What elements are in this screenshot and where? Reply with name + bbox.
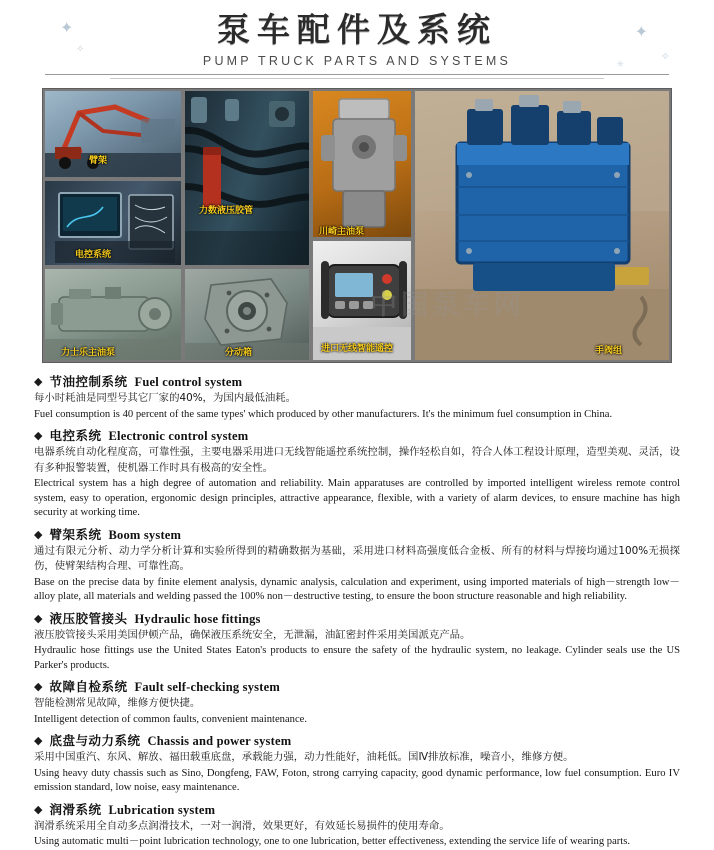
- page-title-en: PUMP TRUCK PARTS AND SYSTEMS: [202, 54, 512, 68]
- photo-wireless-remote: [311, 239, 413, 362]
- photo-caption-valve-group: 手阀组: [595, 346, 623, 356]
- photo-caption-electric-control: 电控系统: [75, 250, 112, 260]
- section-title-cn: 故障自检系统: [49, 679, 128, 694]
- section-hydraulic-hose-fittings: [34, 609, 680, 674]
- section-heading: [34, 731, 680, 749]
- photo-collage: [42, 88, 672, 363]
- section-heading: [34, 677, 680, 695]
- section-title-en: Boom system: [108, 527, 182, 542]
- diamond-bullet-icon: ◆: [34, 802, 43, 816]
- specs-content: [0, 363, 714, 850]
- section-title-en: Hydraulic hose fittings: [134, 611, 261, 626]
- photo-hydraulic-hose: [183, 89, 311, 267]
- photo-caption-rexroth-main-pump: 力士乐主油泵: [61, 348, 116, 358]
- sparkle-icon: ✧: [660, 50, 670, 63]
- section-body-cn: 每小时耗油是同型号其它厂家的40%，为国内最低油耗。: [34, 392, 297, 404]
- header-divider-primary: [45, 74, 669, 75]
- section-body-en: Base on the precise data by finite element analysis, dynamic analysis, calculation and experiment, using imported materials of high－strength low－alloy plate, all materials and welding passed the 100% non－destructive testing, to ensure the boon structure reasonable and high reliability.: [34, 576, 680, 602]
- section-heading: [34, 525, 680, 543]
- section-heading: [34, 426, 680, 444]
- section-chassis-and-power: [34, 731, 680, 796]
- watermark: 中国泵车网: [370, 290, 525, 321]
- photo-rexroth-main-pump: [43, 267, 183, 362]
- section-title-cn: 电控系统: [49, 428, 102, 443]
- section-boom: [34, 525, 680, 605]
- section-fuel-control: [34, 372, 680, 422]
- photo-caption-boom: 臂架: [89, 156, 108, 166]
- section-body-cn: 电器系统自动化程度高，可靠性强，主要电器采用进口无线智能遥控系统控制，操作轻松自如，符合人体工程设计原理，造型美观、灵活，设有多种报警装置，使机器工作时具有极高的安全性。: [34, 446, 680, 474]
- section-body-cn: 智能检测常见故障，维修方便快捷。: [34, 697, 201, 709]
- section-title-en: Lubrication system: [108, 802, 216, 817]
- photo-caption-transfer-case: 分动箱: [225, 348, 253, 358]
- sparkle-icon: ✧: [76, 44, 85, 55]
- photo-caption-hydraulic-hose: 力数液压胶管: [199, 206, 254, 216]
- section-body-en: Using automatic multi－point lubrication technology, one to one lubrication, better effectiveness, extending the service life of wearing parts.: [34, 836, 631, 847]
- section-title-cn: 润滑系统: [49, 801, 102, 817]
- diamond-bullet-icon: ◆: [34, 734, 43, 747]
- photo-caption-kawasaki-main-pump: 川崎主油泵: [319, 227, 365, 237]
- photo-caption-wireless-remote: 进口无线智能遥控: [321, 344, 394, 354]
- section-heading: [34, 609, 680, 627]
- section-body-cn: 采用中国重汽、东风、解放、福田载重底盘，承载能力强，动力性能好，油耗低。国Ⅳ排放标准，噪音小，维修方便。: [34, 751, 574, 763]
- diamond-bullet-icon: ◆: [34, 375, 43, 388]
- section-body-en: Hydraulic hose fittings use the United States Eaton's products to ensure the safety of the hydraulic system, no leakage. Cylinder seals use the US Parker's products.: [34, 645, 680, 671]
- diamond-bullet-icon: ◆: [34, 527, 43, 541]
- photo-electric-control: [43, 179, 183, 267]
- section-title-cn: 液压胶管接头: [49, 610, 128, 626]
- section-body-cn: 润滑系统采用全自动多点润滑技术，一对一润滑，效果更好，有效延长易损件的使用寿命。: [34, 819, 450, 832]
- photo-transfer-case: [183, 267, 311, 362]
- section-title-en: Chassis and power system: [147, 734, 292, 748]
- section-title-en: Fault self-checking system: [134, 680, 280, 694]
- section-heading: [34, 800, 680, 818]
- diamond-bullet-icon: ◆: [34, 611, 43, 625]
- section-title-en: Fuel control system: [134, 375, 243, 389]
- page-header: [0, 0, 714, 88]
- section-body-en: Intelligent detection of common faults, convenient maintenance.: [34, 713, 307, 725]
- section-body-cn: 通过有限元分析、动力学分析计算和实验所得到的精确数据为基础，采用进口材料高强度低合金板、所有的材料与焊接均通过100%无损探伤，使臂架结构合理、可靠性高。: [34, 544, 680, 572]
- section-title-en: Electronic control system: [108, 429, 249, 443]
- section-heading: [34, 372, 680, 390]
- photo-boom: [43, 89, 183, 179]
- section-title-cn: 臂架系统: [49, 526, 102, 542]
- diamond-bullet-icon: ◆: [34, 680, 43, 693]
- section-title-cn: 底盘与动力系统: [49, 733, 141, 748]
- section-fault-self-checking: [34, 677, 680, 727]
- section-body-en: Fuel consumption is 40 percent of the same types' which produced by other manufacturers. It's the minimum fuel consumption in China.: [34, 408, 613, 420]
- photo-kawasaki-main-pump: [311, 89, 413, 239]
- page-title-cn: 泵车配件及系统: [217, 10, 497, 49]
- section-body-cn: 液压胶管接头采用美国伊顿产品，确保液压系统安全，无泄漏，油缸密封件采用美国派克产品。: [34, 628, 471, 641]
- section-title-cn: 节油控制系统: [49, 374, 128, 389]
- diamond-bullet-icon: ◆: [34, 429, 43, 442]
- section-lubrication: [34, 800, 680, 850]
- sparkle-icon: ✦: [60, 18, 74, 37]
- photo-valve-group: [413, 89, 671, 362]
- header-divider-secondary: [110, 78, 604, 79]
- section-electronic-control: [34, 426, 680, 521]
- sparkle-icon: ✦: [634, 22, 648, 41]
- section-body-en: Electrical system has a high degree of automation and reliability. Main apparatuses are controlled by imported intelligent wireless remote control system, easy to operation, ergonomic design principles, attractive appearance, flexible, with a variety of alarm devices, to ensure machine has high security at working time.: [34, 478, 680, 518]
- sparkle-icon: ✳: [616, 60, 624, 70]
- section-body-en: Using heavy duty chassis such as Sino, Dongfeng, FAW, Foton, strong carrying capacity, good dynamic performance, low fuel consumption. Euro IV emission standard, low noise, easy maintenance.: [34, 767, 680, 793]
